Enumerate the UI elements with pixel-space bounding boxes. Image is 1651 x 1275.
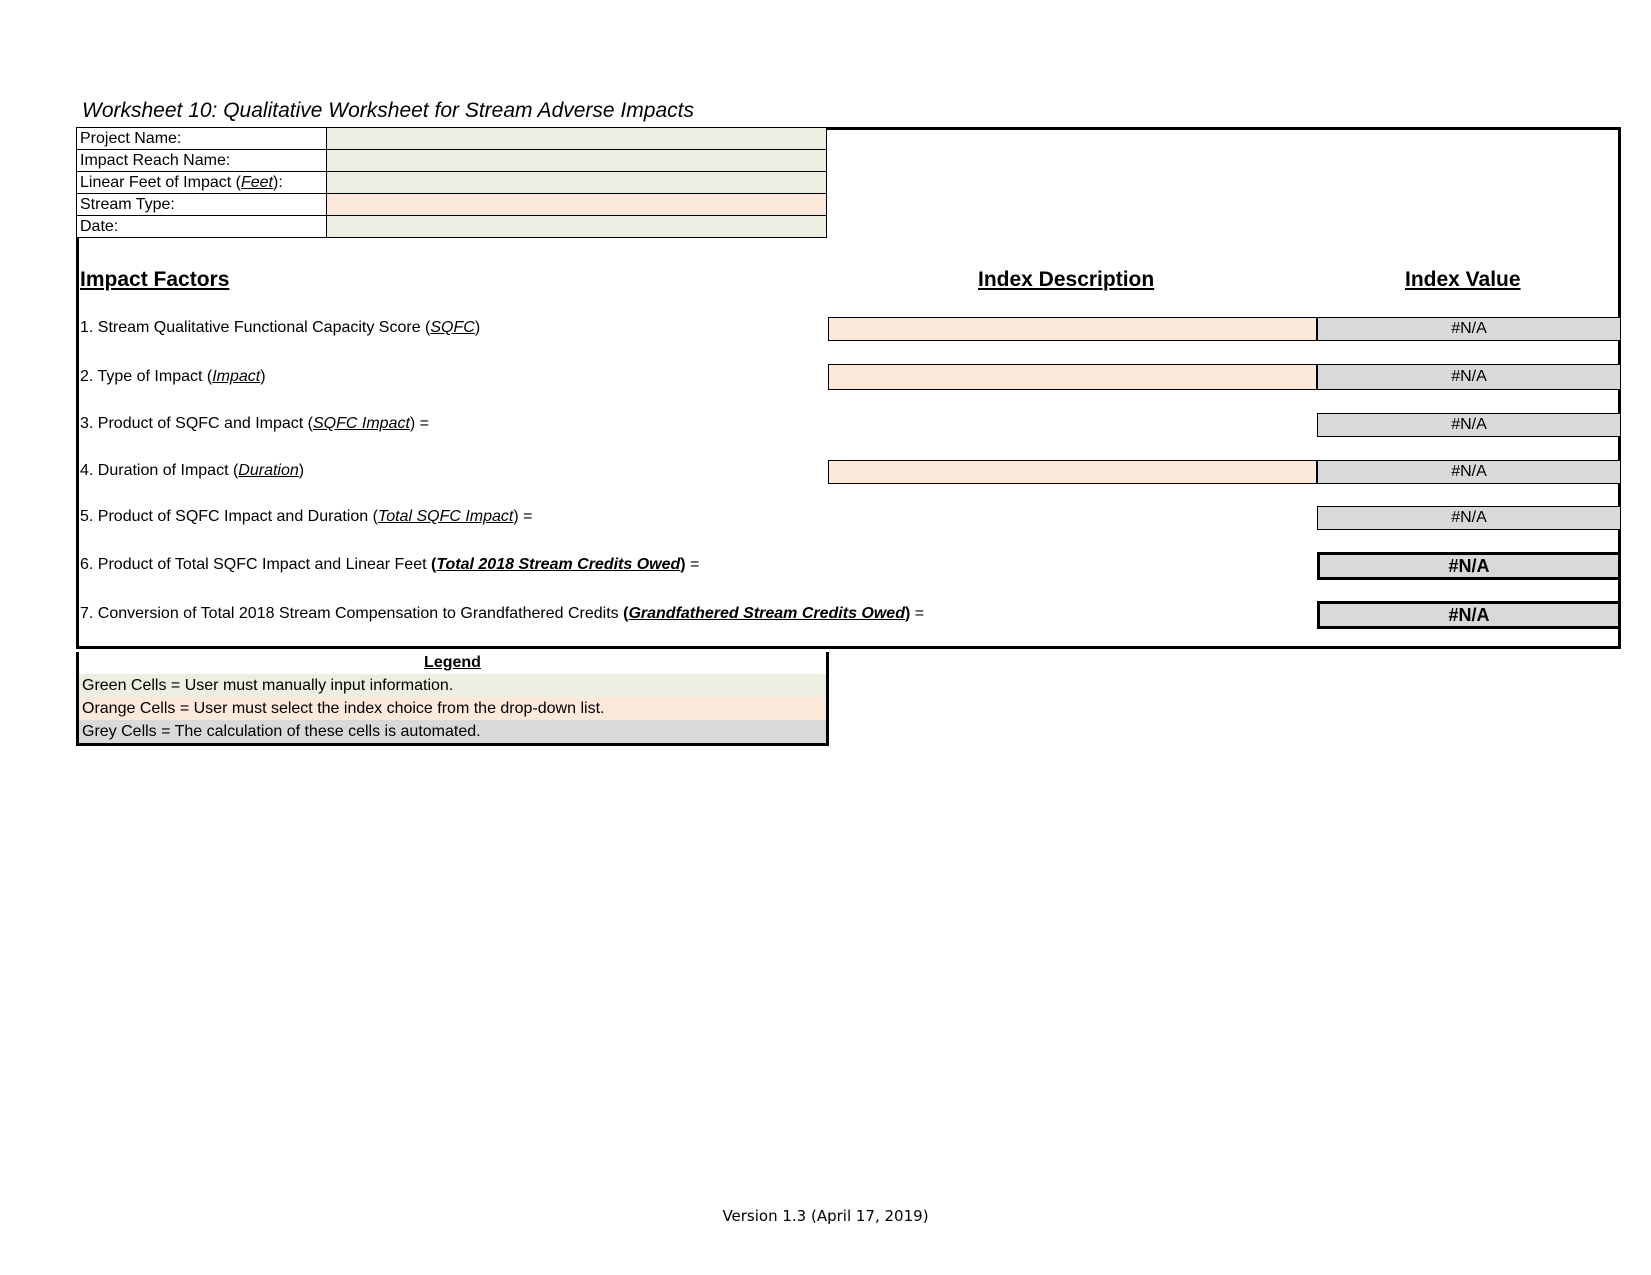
legend-grey: Grey Cells = The calculation of these cells is automated. <box>79 720 826 743</box>
factor-sqfc-impact: 3. Product of SQFC and Impact (SQFC Impact) = <box>80 415 430 432</box>
sqfc-description-dropdown[interactable] <box>828 317 1317 341</box>
stream-type-dropdown[interactable] <box>327 194 827 216</box>
worksheet-title: Worksheet 10: Qualitative Worksheet for Stream Adverse Impacts <box>82 99 694 122</box>
index-value-header: Index Value <box>1405 268 1521 291</box>
stream-type-label: Stream Type: <box>77 194 327 216</box>
impact-reach-name-input[interactable] <box>327 150 827 172</box>
index-description-header: Index Description <box>978 268 1155 291</box>
factor-sqfc: 1. Stream Qualitative Functional Capacity Score (SQFC) <box>80 319 481 336</box>
legend-orange: Orange Cells = User must select the index choice from the drop-down list. <box>79 697 826 720</box>
duration-description-dropdown[interactable] <box>828 460 1317 484</box>
factor-total-credits-owed: 6. Product of Total SQFC Impact and Linear Feet (Total 2018 Stream Credits Owed) = <box>80 556 700 573</box>
impact-reach-name-label: Impact Reach Name: <box>77 150 327 172</box>
date-input[interactable] <box>327 216 827 238</box>
impact-type-description-dropdown[interactable] <box>828 364 1317 390</box>
total-credits-owed-value: #N/A <box>1317 552 1621 580</box>
linear-feet-label: Linear Feet of Impact (Feet): <box>77 172 327 194</box>
impact-type-value: #N/A <box>1317 364 1621 390</box>
factor-grandfathered-credits-owed: 7. Conversion of Total 2018 Stream Compensation to Grandfathered Credits (Grandfathered Stream Credits Owed) = <box>80 605 925 622</box>
grandfathered-credits-owed-value: #N/A <box>1317 601 1621 629</box>
sqfc-value: #N/A <box>1317 317 1621 341</box>
legend-green: Green Cells = User must manually input information. <box>79 674 826 697</box>
legend-title: Legend <box>79 652 826 674</box>
legend-box <box>76 652 829 746</box>
total-sqfc-impact-value: #N/A <box>1317 506 1621 530</box>
project-name-label: Project Name: <box>77 128 327 150</box>
linear-feet-input[interactable] <box>327 172 827 194</box>
factor-impact-type: 2. Type of Impact (Impact) <box>80 368 266 385</box>
impact-factors-header: Impact Factors <box>80 268 230 291</box>
duration-value: #N/A <box>1317 460 1621 484</box>
factor-duration: 4. Duration of Impact (Duration) <box>80 462 305 479</box>
project-info-table <box>76 127 827 238</box>
date-label: Date: <box>77 216 327 238</box>
factor-total-sqfc-impact: 5. Product of SQFC Impact and Duration (Total SQFC Impact) = <box>80 508 533 525</box>
version-footer: Version 1.3 (April 17, 2019) <box>722 1207 929 1225</box>
project-name-input[interactable] <box>327 128 827 150</box>
sqfc-impact-value: #N/A <box>1317 413 1621 437</box>
